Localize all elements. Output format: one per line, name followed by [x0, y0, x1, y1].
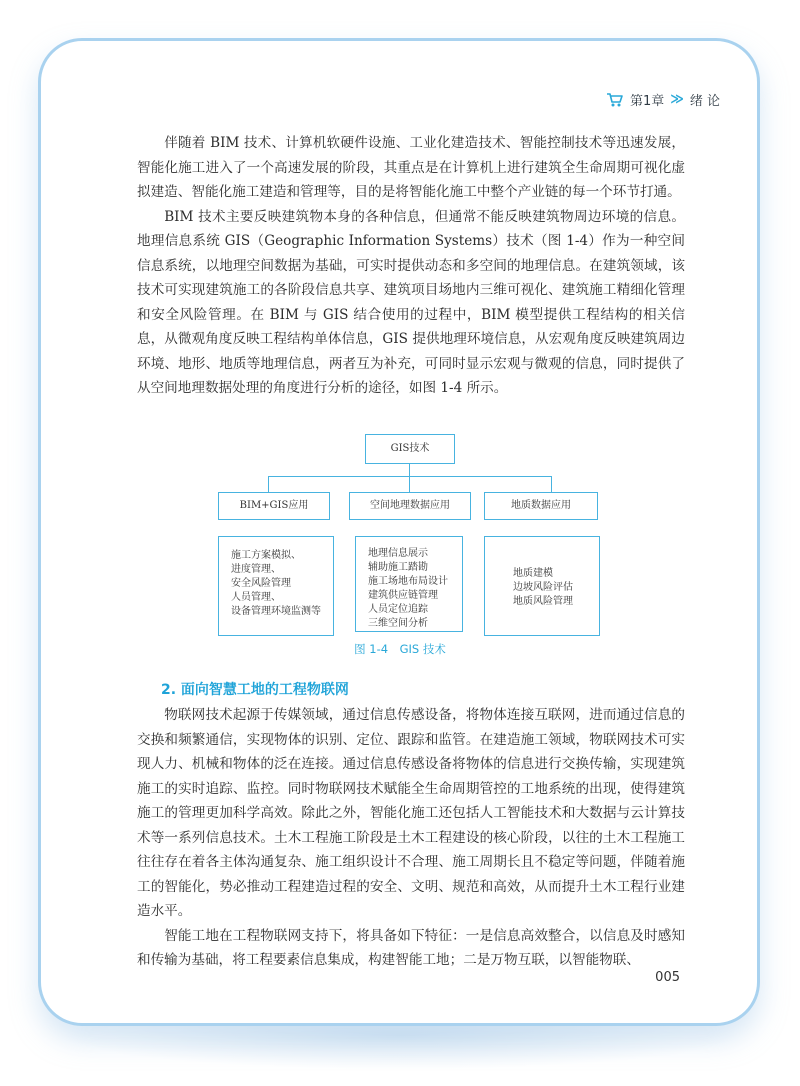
list-item: 施工方案模拟、 [231, 550, 301, 561]
branch-node-spatial [349, 492, 471, 520]
diagram-root-node [365, 434, 455, 464]
paragraph: 物联网技术起源于传媒领域，通过信息传感设备，将物体连接互联网，进而通过信息的交换和频繁通信，实现物体的识别、定位、跟踪和监管。在建造施工领域，物联网技术可实现人力、机械和物体的泛在连接。通过信息传感设备将物体的信息进行交换传输，实现建筑施工的实时追踪、监控。同时物联网技术赋能全生命周期管控的工地系统的出现，使得建筑施工的管理更加科学高效。除此之外，智能化施工还包括人工智能技术和大数据与云计算技术等一系列信息技术。土木工程施工阶段是土木工程建设的核心阶段，以往的土木工程施工往往存在着各主体沟通复杂、施工组织设计不合理、施工周期长且不稳定等问题，伴随着施工的智能化，势必推动工程建造过程的安全、文明、规范和高效，从而提升土木工程行业建造水平。 [137, 707, 685, 919]
connector [409, 463, 410, 476]
list-item: 人员管理、 [231, 592, 281, 603]
branch-label: 空间地理数据应用 [370, 500, 450, 511]
list-item: 施工场地布局设计 [368, 576, 448, 587]
branch-node-geology [484, 492, 598, 520]
running-header [606, 90, 720, 109]
root-label: GIS技术 [390, 443, 430, 454]
connector [268, 476, 269, 492]
section-title: 2. 面向智慧工地的工程物联网 [161, 682, 349, 698]
list-item: 建筑供应链管理 [368, 590, 438, 601]
branch-label: 地质数据应用 [511, 500, 571, 511]
branch-detail-spatial [355, 536, 463, 632]
page-number: 005 [655, 970, 680, 985]
list-item: 辅助施工踏勘 [368, 562, 428, 573]
branch-label: BIM+GIS应用 [239, 500, 309, 511]
branch-node-bim-gis [218, 492, 330, 520]
paragraph: 智能工地在工程物联网支持下，将具备如下特征：一是信息高效整合，以信息及时感知和传输为基础，将工程要素信息集成，构建智能工地；二是万物互联，以智能物联、 [137, 927, 685, 968]
paragraph: 伴随着 BIM 技术、计算机软硬件设施、工业化建造技术、智能控制技术等迅速发展，智能化施工进入了一个高速发展的阶段，其重点是在计算机上进行建筑全生命周期可视化虚拟建造、智能化施工建造和管理等，目的是将智能化施工中整个产业链的每一个环节打通。 [137, 135, 685, 200]
chapter-number: 第1章 [629, 94, 665, 109]
list-item: 三维空间分析 [368, 618, 428, 629]
list-item: 边坡风险评估 [513, 582, 573, 593]
connector [551, 476, 552, 492]
connector [409, 476, 410, 492]
list-item: 进度管理、 [231, 564, 281, 575]
list-item: 设备管理环境监测等 [231, 606, 321, 617]
list-item: 安全风险管理 [231, 578, 291, 589]
branch-detail-bim-gis [218, 536, 334, 636]
body-text-bottom [137, 703, 685, 973]
list-item: 人员定位追踪 [368, 604, 428, 615]
list-item: 地质风险管理 [513, 596, 573, 607]
separator-icon: ≫ [670, 92, 684, 107]
chapter-title: 绪 论 [689, 94, 720, 109]
body-text-top [137, 131, 685, 401]
list-item: 地理信息展示 [368, 548, 428, 559]
figure-caption: 图 1-4 GIS 技术 [354, 642, 446, 656]
list-item: 地质建模 [513, 568, 553, 579]
paragraph: BIM 技术主要反映建筑物本身的各种信息，但通常不能反映建筑物周边环境的信息。地理信息系统 GIS（Geographic Information Systems）技术（图 1-4）作为一种空间信息系统，以地理空间数据为基础，可实时提供动态和多空间的地理信息。在建筑领域，该技术可实现建筑施工的各阶段信息共享、建筑项目场地内三维可视化、建筑施工精细化管理和安全风险管理。在 BIM 与 GIS 结合使用的过程中，BIM 模型提供工程结构的相关信息，从微观角度反映工程结构单体信息，GIS 提供地理环境信息，从宏观角度反映建筑周边环境、地形、地质等地理信息，两者互为补充，可同时显示宏观与微观的信息，同时提供了从空间地理数据处理的角度进行分析的途径，如图 1-4 所示。 [137, 208, 685, 396]
branch-detail-geology [484, 536, 600, 636]
cart-icon [606, 92, 624, 108]
gis-diagram [210, 430, 610, 640]
